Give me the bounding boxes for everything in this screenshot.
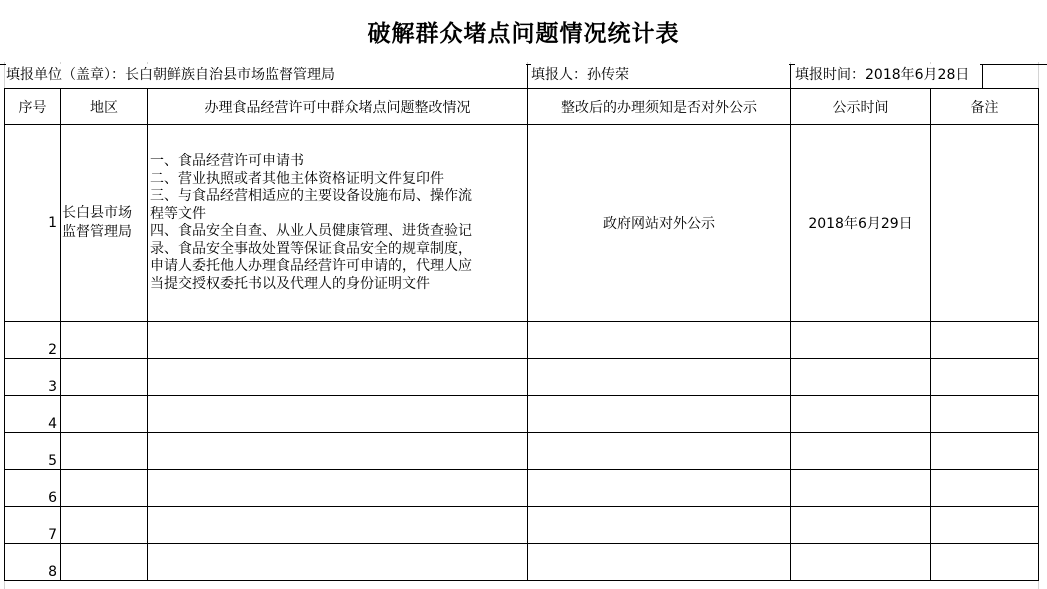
table-row <box>5 544 1039 581</box>
row-disclose-time[interactable] <box>791 507 931 544</box>
header-index[interactable]: 序号 <box>5 89 61 125</box>
row-index[interactable]: 2 <box>5 322 61 359</box>
content-line: 三、与食品经营相适应的主要设备设施布局、操作流 <box>150 188 472 204</box>
header-disclose-time[interactable]: 公示时间 <box>791 89 931 125</box>
row-situation[interactable] <box>148 322 528 359</box>
report-time: 填报时间：2018年6月28日 <box>795 64 980 87</box>
row-situation[interactable] <box>148 470 528 507</box>
reporter: 填报人：孙传荣 <box>531 64 789 87</box>
row-remark[interactable] <box>931 396 1039 433</box>
row-region[interactable] <box>61 507 148 544</box>
table-row <box>5 396 1039 433</box>
row-region[interactable] <box>61 396 148 433</box>
row-region[interactable] <box>61 322 148 359</box>
row-disclosed[interactable] <box>528 470 791 507</box>
row-region[interactable] <box>61 544 148 581</box>
row-index[interactable]: 3 <box>5 359 61 396</box>
row-region[interactable] <box>61 433 148 470</box>
statistics-table <box>4 88 1039 581</box>
sheet-title: 破解群众堵点问题情况统计表 <box>0 0 1047 62</box>
header-disclosed[interactable]: 整改后的办理须知是否对外公示 <box>528 89 791 125</box>
row-index[interactable]: 6 <box>5 470 61 507</box>
row-index[interactable]: 8 <box>5 544 61 581</box>
row-index[interactable]: 5 <box>5 433 61 470</box>
region-line: 监督管理局 <box>62 224 132 240</box>
row-disclose-time[interactable] <box>791 396 931 433</box>
row-disclosed[interactable] <box>528 396 791 433</box>
reporting-unit: 填报单位（盖章）：长白朝鲜族自治县市场监督管理局 <box>6 64 526 87</box>
row-remark[interactable] <box>931 359 1039 396</box>
content-line: 一、食品经营许可申请书 <box>150 153 304 169</box>
content-line: 录、食品安全事故处置等保证食品安全的规章制度， <box>150 240 472 257</box>
row-disclosed[interactable] <box>528 433 791 470</box>
row-situation[interactable] <box>148 359 528 396</box>
table-row <box>5 433 1039 470</box>
table-row <box>5 322 1039 359</box>
row-region[interactable] <box>61 359 148 396</box>
row-remark[interactable] <box>931 470 1039 507</box>
row-remark[interactable] <box>931 125 1039 322</box>
row-region[interactable] <box>61 470 148 507</box>
row-disclosed[interactable] <box>528 544 791 581</box>
table-row <box>5 125 1039 322</box>
content-line: 四、食品安全自查、从业人员健康管理、进货查验记 <box>150 223 472 239</box>
content-line: 二、营业执照或者其他主体资格证明文件复印件 <box>150 170 444 187</box>
row-disclosed[interactable]: 政府网站对外公示 <box>528 125 791 322</box>
header-situation[interactable]: 办理食品经营许可中群众堵点问题整改情况 <box>148 89 528 125</box>
table-row <box>5 470 1039 507</box>
row-disclosed[interactable] <box>528 359 791 396</box>
content-line: 申请人委托他人办理食品经营许可申请的，代理人应 <box>150 258 472 274</box>
row-disclose-time[interactable] <box>791 470 931 507</box>
table-row <box>5 359 1039 396</box>
row-situation[interactable] <box>148 507 528 544</box>
row-situation[interactable] <box>148 125 528 322</box>
row-index[interactable]: 1 <box>5 125 61 322</box>
header-row <box>5 89 1039 125</box>
region-line: 长白县市场 <box>62 205 132 221</box>
content-line: 程等文件 <box>150 205 206 222</box>
row-disclosed[interactable] <box>528 507 791 544</box>
info-separator <box>982 64 983 88</box>
row-disclose-time[interactable] <box>791 322 931 359</box>
row-disclose-time[interactable]: 2018年6月29日 <box>791 125 931 322</box>
row-disclose-time[interactable] <box>791 433 931 470</box>
info-separator <box>790 64 791 88</box>
row-remark[interactable] <box>931 544 1039 581</box>
row-index[interactable]: 4 <box>5 396 61 433</box>
row-situation[interactable] <box>148 544 528 581</box>
content-line: 当提交授权委托书以及代理人的身份证明文件 <box>150 275 430 292</box>
row-remark[interactable] <box>931 433 1039 470</box>
row-situation[interactable] <box>148 396 528 433</box>
row-remark[interactable] <box>931 322 1039 359</box>
header-remark[interactable]: 备注 <box>931 89 1039 125</box>
row-remark[interactable] <box>931 507 1039 544</box>
row-disclose-time[interactable] <box>791 359 931 396</box>
row-index[interactable]: 7 <box>5 507 61 544</box>
row-situation[interactable] <box>148 433 528 470</box>
header-region[interactable]: 地区 <box>61 89 148 125</box>
info-separator <box>527 64 528 88</box>
row-region[interactable] <box>61 125 148 322</box>
table-row <box>5 507 1039 544</box>
row-disclose-time[interactable] <box>791 544 931 581</box>
row-disclosed[interactable] <box>528 322 791 359</box>
